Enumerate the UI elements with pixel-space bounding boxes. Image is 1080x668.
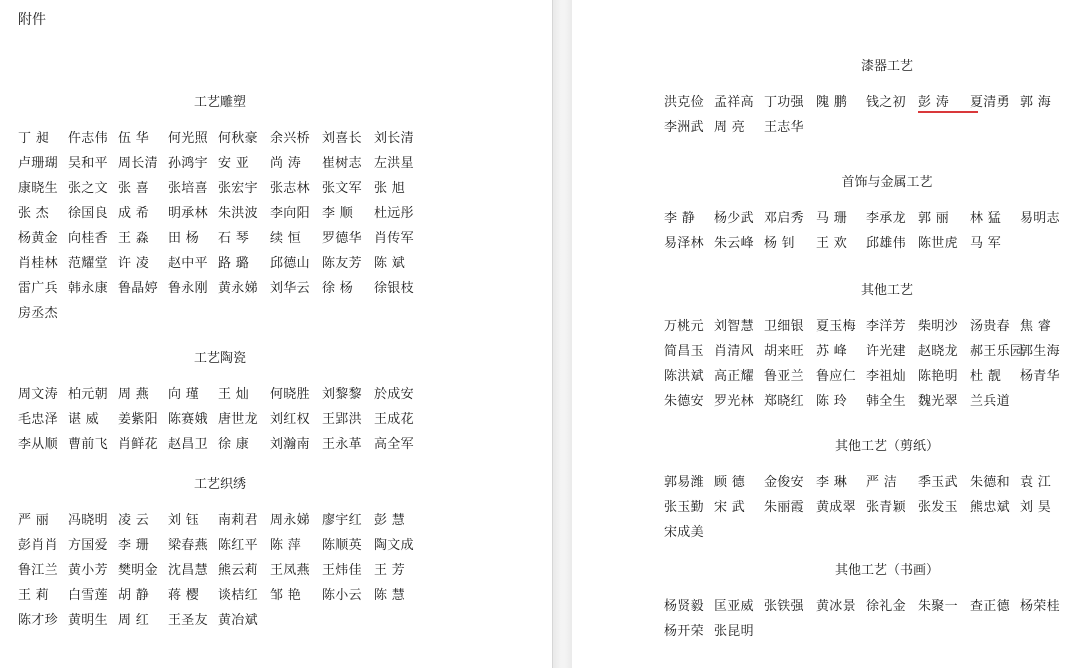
name-entry: 邱德山 xyxy=(270,256,310,271)
name-entry: 何秋豪 xyxy=(218,131,258,146)
name-entry: 鲁应仁 xyxy=(816,369,856,384)
name-entry: 朱云峰 xyxy=(714,236,754,251)
name-entry: 张 旭 xyxy=(374,181,406,196)
name-entry: 朱丽霞 xyxy=(764,500,804,515)
name-entry: 张志林 xyxy=(270,181,310,196)
name-entry: 李洋芳 xyxy=(866,319,906,334)
name-entry: 刘瀚南 xyxy=(270,437,310,452)
name-entry: 陈友芳 xyxy=(322,256,362,271)
name-entry: 黄冶斌 xyxy=(218,613,258,628)
name-entry: 王 芳 xyxy=(374,563,406,578)
name-entry: 鲁江兰 xyxy=(18,563,58,578)
name-entry: 周 亮 xyxy=(714,120,746,135)
name-entry: 陶文成 xyxy=(374,538,414,553)
name-entry: 姜紫阳 xyxy=(118,412,158,427)
name-entry: 陈 斌 xyxy=(374,256,406,271)
name-entry: 梁春燕 xyxy=(168,538,208,553)
name-entry: 刘华云 xyxy=(270,281,310,296)
name-entry: 黄明生 xyxy=(68,613,108,628)
name-entry: 向 瑾 xyxy=(168,387,200,402)
name-entry: 成 希 xyxy=(118,206,150,221)
name-entry: 向桂香 xyxy=(68,231,108,246)
name-entry: 金俊安 xyxy=(764,475,804,490)
name-entry: 李从顺 xyxy=(18,437,58,452)
name-entry: 夏玉梅 xyxy=(816,319,856,334)
name-entry: 袁 江 xyxy=(1020,475,1052,490)
name-entry: 韩永康 xyxy=(68,281,108,296)
name-entry: 李 静 xyxy=(664,211,696,226)
name-entry: 简昌玉 xyxy=(664,344,704,359)
name-entry: 李承龙 xyxy=(866,211,906,226)
name-entry: 房丞杰 xyxy=(18,306,58,321)
name-entry: 张培喜 xyxy=(168,181,208,196)
name-entry: 林 猛 xyxy=(970,211,1002,226)
name-entry: 郭易潍 xyxy=(664,475,704,490)
name-entry: 肖鲜花 xyxy=(118,437,158,452)
name-entry: 朱德安 xyxy=(664,394,704,409)
section-title: 工艺陶瓷 xyxy=(193,351,246,366)
name-entry: 张 杰 xyxy=(18,206,50,221)
name-entry: 王炜佳 xyxy=(322,563,362,578)
name-entry: 周文涛 xyxy=(18,387,58,402)
name-entry: 肖桂林 xyxy=(18,256,58,271)
name-entry: 仵志伟 xyxy=(68,131,108,146)
name-entry: 何晓胜 xyxy=(270,387,310,402)
name-entry: 隗 鹏 xyxy=(816,95,848,110)
name-entry: 张宏宇 xyxy=(218,181,258,196)
name-entry: 雷广兵 xyxy=(18,281,58,296)
name-entry: 彭 慧 xyxy=(374,513,406,528)
name-entry: 徐国良 xyxy=(68,206,108,221)
name-entry: 樊明金 xyxy=(118,563,158,578)
name-entry: 夏清勇 xyxy=(970,95,1010,110)
name-entry: 胡来旺 xyxy=(764,344,804,359)
name-entry: 许 凌 xyxy=(118,256,150,271)
name-entry: 刘 钰 xyxy=(168,513,200,528)
name-entry: 鲁永刚 xyxy=(168,281,208,296)
name-entry: 曹前飞 xyxy=(68,437,108,452)
name-entry: 柏元朝 xyxy=(68,387,108,402)
name-entry: 徐礼金 xyxy=(866,599,906,614)
name-entry: 严 丽 xyxy=(18,513,50,528)
name-entry: 陈 慧 xyxy=(374,588,406,603)
name-entry: 李 顺 xyxy=(322,206,354,221)
name-entry: 路 璐 xyxy=(218,256,250,271)
name-entry: 钱之初 xyxy=(866,95,906,110)
name-entry: 陈顺英 xyxy=(322,538,362,553)
name-entry: 伍 华 xyxy=(118,131,150,146)
name-entry: 赵晓龙 xyxy=(918,344,958,359)
name-entry: 李 珊 xyxy=(118,538,150,553)
name-entry: 宋 武 xyxy=(714,500,746,515)
name-entry: 严 洁 xyxy=(866,475,898,490)
name-entry: 邱雄伟 xyxy=(866,236,906,251)
name-entry: 刘智慧 xyxy=(714,319,754,334)
name-entry: 朱洪波 xyxy=(218,206,258,221)
name-entry: 陈小云 xyxy=(322,588,362,603)
name-entry: 续 恒 xyxy=(270,231,302,246)
name-entry: 杜远彤 xyxy=(374,206,414,221)
name-entry: 刘喜长 xyxy=(322,131,362,146)
name-entry: 邓启秀 xyxy=(764,211,804,226)
name-entry: 彭 涛 xyxy=(918,94,978,113)
name-entry: 沈昌慧 xyxy=(168,563,208,578)
name-entry: 李祖灿 xyxy=(866,369,906,384)
name-entry: 周 燕 xyxy=(118,387,150,402)
name-entry: 石 琴 xyxy=(218,231,250,246)
name-entry: 陈才珍 xyxy=(18,613,58,628)
name-entry: 焦 睿 xyxy=(1020,319,1052,334)
name-entry: 杨开荣 xyxy=(664,624,704,639)
name-entry: 肖清风 xyxy=(714,344,754,359)
name-entry: 魏光翠 xyxy=(918,394,958,409)
name-entry: 赵昌卫 xyxy=(168,437,208,452)
name-entry: 卢珊瑚 xyxy=(18,156,58,171)
name-entry: 郭 海 xyxy=(1020,95,1052,110)
section-title: 其他工艺（剪纸） xyxy=(834,439,939,454)
name-entry: 田 杨 xyxy=(168,231,200,246)
name-entry: 郭 丽 xyxy=(918,211,950,226)
name-entry: 杨少武 xyxy=(714,211,754,226)
name-entry: 陈艳明 xyxy=(918,369,958,384)
name-entry: 丁功强 xyxy=(764,95,804,110)
section-title: 其他工艺 xyxy=(860,283,913,298)
name-entry: 刘长清 xyxy=(374,131,414,146)
name-entry: 兰兵道 xyxy=(970,394,1010,409)
name-entry: 蒋 樱 xyxy=(168,588,200,603)
name-entry: 彭肖肖 xyxy=(18,538,58,553)
name-entry: 查正德 xyxy=(970,599,1010,614)
name-entry: 左洪星 xyxy=(374,156,414,171)
name-entry: 王 莉 xyxy=(18,588,50,603)
name-entry: 朱聚一 xyxy=(918,599,958,614)
name-entry: 南莉君 xyxy=(218,513,258,528)
name-entry: 明承林 xyxy=(168,206,208,221)
name-entry: 凌 云 xyxy=(118,513,150,528)
name-entry: 张发玉 xyxy=(918,500,958,515)
name-entry: 张之文 xyxy=(68,181,108,196)
name-entry: 王志华 xyxy=(764,120,804,135)
name-entry: 方国爱 xyxy=(68,538,108,553)
section-title: 其他工艺（书画） xyxy=(834,563,939,578)
name-entry: 唐世龙 xyxy=(218,412,258,427)
name-entry: 王 欢 xyxy=(816,236,848,251)
name-entry: 李 琳 xyxy=(816,475,848,490)
name-entry: 高正耀 xyxy=(714,369,754,384)
name-entry: 易明志 xyxy=(1020,211,1060,226)
name-entry: 朱德和 xyxy=(970,475,1010,490)
name-entry: 张铁强 xyxy=(764,599,804,614)
name-entry: 杜 靓 xyxy=(970,369,1002,384)
name-entry: 谌 威 xyxy=(68,412,100,427)
name-entry: 范耀堂 xyxy=(68,256,108,271)
name-entry: 崔树志 xyxy=(322,156,362,171)
attachment-label: 附件 xyxy=(18,12,46,28)
name-entry: 杨贤毅 xyxy=(664,599,704,614)
name-entry: 卫细银 xyxy=(764,319,804,334)
name-entry: 张 喜 xyxy=(118,181,150,196)
name-entry: 王郢洪 xyxy=(322,412,362,427)
name-entry: 马 珊 xyxy=(816,211,848,226)
name-entry: 王凤燕 xyxy=(270,563,310,578)
section-title: 首饰与金属工艺 xyxy=(841,175,933,190)
name-entry: 王 灿 xyxy=(218,387,250,402)
name-entry: 孙鸿宇 xyxy=(168,156,208,171)
name-entry: 宋成美 xyxy=(664,525,704,540)
name-entry: 熊云莉 xyxy=(218,563,258,578)
name-entry: 周 红 xyxy=(118,613,150,628)
name-entry: 黄成翠 xyxy=(816,500,856,515)
name-entry: 陈 萍 xyxy=(270,538,302,553)
name-entry: 安 亚 xyxy=(218,156,250,171)
name-entry: 杨 钊 xyxy=(764,236,796,251)
name-entry: 柴明沙 xyxy=(918,319,958,334)
name-entry: 易泽林 xyxy=(664,236,704,251)
name-entry: 谈桔红 xyxy=(218,588,258,603)
name-entry: 洪克俭 xyxy=(664,95,704,110)
name-entry: 顾 德 xyxy=(714,475,746,490)
name-entry: 尚 涛 xyxy=(270,156,302,171)
name-entry: 郑晓红 xyxy=(764,394,804,409)
name-entry: 王成花 xyxy=(374,412,414,427)
name-entry: 张玉勤 xyxy=(664,500,704,515)
name-entry: 马 军 xyxy=(970,236,1002,251)
name-entry: 周长清 xyxy=(118,156,158,171)
name-entry: 李向阳 xyxy=(270,206,310,221)
document-page-right xyxy=(572,0,1080,668)
name-entry: 黄小芳 xyxy=(68,563,108,578)
name-entry: 赵中平 xyxy=(168,256,208,271)
name-entry: 陈 玲 xyxy=(816,394,848,409)
section-title: 工艺织绣 xyxy=(193,477,246,492)
name-entry: 刘 昊 xyxy=(1020,500,1052,515)
name-entry: 苏 峰 xyxy=(816,344,848,359)
name-entry: 邹 艳 xyxy=(270,588,302,603)
name-entry: 王永革 xyxy=(322,437,362,452)
name-entry: 汤贵春 xyxy=(970,319,1010,334)
name-entry: 匡亚威 xyxy=(714,599,754,614)
name-entry: 吴和平 xyxy=(68,156,108,171)
name-entry: 胡 静 xyxy=(118,588,150,603)
name-entry: 廖宇红 xyxy=(322,513,362,528)
name-entry: 张昆明 xyxy=(714,624,754,639)
name-entry: 郭生海 xyxy=(1020,344,1060,359)
name-entry: 刘红权 xyxy=(270,412,310,427)
name-entry: 熊忠斌 xyxy=(970,500,1010,515)
name-entry: 陈赛娥 xyxy=(168,412,208,427)
name-entry: 张青颖 xyxy=(866,500,906,515)
section-title: 工艺雕塑 xyxy=(193,95,246,110)
name-entry: 杨青华 xyxy=(1020,369,1060,384)
name-entry: 高全军 xyxy=(374,437,414,452)
name-entry: 韩全生 xyxy=(866,394,906,409)
name-entry: 肖传军 xyxy=(374,231,414,246)
name-entry: 陈洪斌 xyxy=(664,369,704,384)
name-entry: 黄冰景 xyxy=(816,599,856,614)
name-entry: 徐银枝 xyxy=(374,281,414,296)
name-entry: 万桃元 xyxy=(664,319,704,334)
name-entry: 王 淼 xyxy=(118,231,150,246)
name-entry: 李洲武 xyxy=(664,120,704,135)
name-entry: 徐 康 xyxy=(218,437,250,452)
name-entry: 徐 杨 xyxy=(322,281,354,296)
name-entry: 陈世虎 xyxy=(918,236,958,251)
page-gutter xyxy=(552,0,574,668)
name-entry: 於成安 xyxy=(374,387,414,402)
name-entry: 白雪莲 xyxy=(68,588,108,603)
name-entry: 周永娣 xyxy=(270,513,310,528)
name-entry: 毛忠泽 xyxy=(18,412,58,427)
name-entry: 张文军 xyxy=(322,181,362,196)
name-entry: 康晓生 xyxy=(18,181,58,196)
name-entry: 季玉武 xyxy=(918,475,958,490)
name-entry: 王圣友 xyxy=(168,613,208,628)
name-entry: 郝王乐园 xyxy=(970,344,1024,359)
section-title: 漆器工艺 xyxy=(860,59,913,74)
name-entry: 许光建 xyxy=(866,344,906,359)
name-entry: 丁 昶 xyxy=(18,131,50,146)
name-entry: 刘黎黎 xyxy=(322,387,362,402)
name-entry: 陈红平 xyxy=(218,538,258,553)
name-entry: 鲁晶婷 xyxy=(118,281,158,296)
name-entry: 孟祥高 xyxy=(714,95,754,110)
name-entry: 罗德华 xyxy=(322,231,362,246)
name-entry: 余兴桥 xyxy=(270,131,310,146)
name-entry: 何光照 xyxy=(168,131,208,146)
name-entry: 冯晓明 xyxy=(68,513,108,528)
name-entry: 杨荣桂 xyxy=(1020,599,1060,614)
name-entry: 罗光林 xyxy=(714,394,754,409)
name-entry: 杨黄金 xyxy=(18,231,58,246)
name-entry: 黄永娣 xyxy=(218,281,258,296)
name-entry: 鲁亚兰 xyxy=(764,369,804,384)
